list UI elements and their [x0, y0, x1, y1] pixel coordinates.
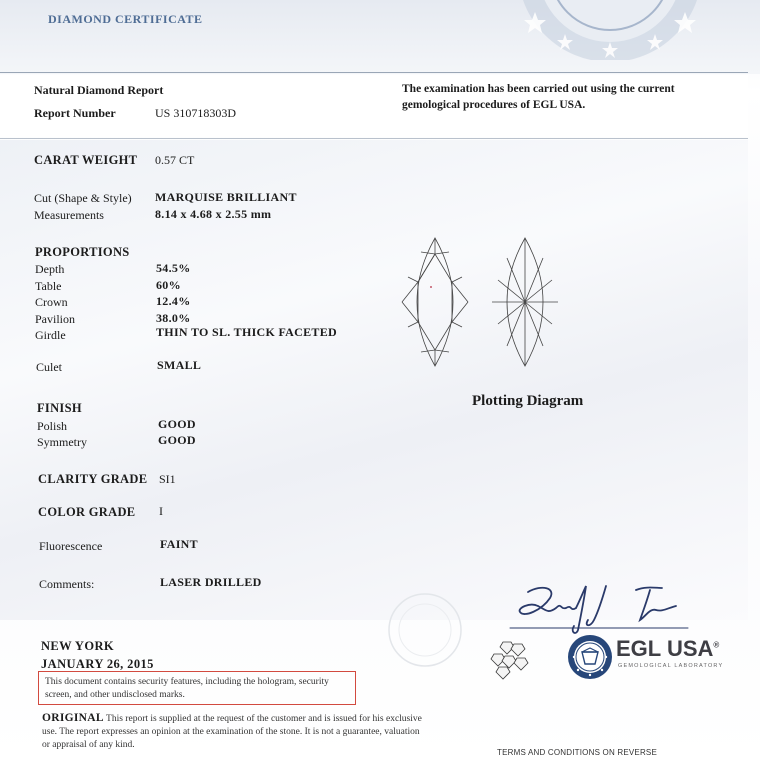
- proportions-heading: PROPORTIONS: [35, 245, 130, 259]
- clarity-label: CLARITY GRADE: [38, 472, 148, 486]
- signature: [490, 578, 710, 638]
- pavilion-value: 38.0%: [156, 311, 191, 325]
- measurements-label: Measurements: [34, 208, 104, 222]
- grading-section: [0, 140, 748, 620]
- plotting-diagram: [395, 232, 570, 372]
- fluorescence-value: FAINT: [160, 537, 198, 551]
- symmetry-label: Symmetry: [37, 435, 87, 449]
- color-grade-value: I: [159, 504, 163, 518]
- egl-brand-name: EGL USA®: [616, 636, 720, 661]
- cut-shape-value: MARQUISE BRILLIANT: [155, 190, 297, 204]
- hologram-watermark: [385, 590, 465, 670]
- original-text: This report is supplied at the request of the customer and is issued for his exclusive use. The report expresses an opinion at the examination of the stone. It is not a guarantee, valuation or appraisal of any kind.: [42, 714, 422, 750]
- issue-date: JANUARY 26, 2015: [41, 657, 154, 671]
- issue-city: NEW YORK: [41, 639, 114, 653]
- carat-label: CARAT WEIGHT: [34, 153, 138, 167]
- depth-value: 54.5%: [156, 261, 191, 275]
- carat-value: 0.57 CT: [155, 153, 195, 167]
- table-value: 60%: [156, 278, 181, 292]
- original-notice: [42, 712, 422, 752]
- cut-shape-label: Cut (Shape & Style): [34, 191, 132, 205]
- report-divider: [0, 138, 748, 139]
- diamond-cluster-icon: [490, 640, 532, 680]
- comments-label: Comments:: [39, 577, 95, 591]
- crown-label: Crown: [35, 295, 68, 309]
- fluorescence-label: Fluorescence: [39, 539, 103, 553]
- egl-brand-subtitle: GEMOLOGICAL LABORATORY: [618, 663, 724, 669]
- crown-value: 12.4%: [156, 294, 191, 308]
- color-grade-label: COLOR GRADE: [38, 505, 136, 519]
- report-number-label: Report Number: [34, 106, 116, 120]
- girdle-label: Girdle: [35, 328, 66, 342]
- egl-seal-watermark: [505, 0, 715, 60]
- security-notice: This document contains security features, including the hologram, security screen, and other undisclosed marks.: [38, 671, 356, 705]
- culet-label: Culet: [36, 360, 62, 374]
- egl-logo-icon: [567, 634, 613, 680]
- page-title: DIAMOND CERTIFICATE: [48, 12, 203, 26]
- comments-value: LASER DRILLED: [160, 575, 262, 589]
- report-number-value: US 310718303D: [155, 106, 237, 120]
- culet-value: SMALL: [157, 358, 202, 372]
- finish-heading: FINISH: [37, 401, 82, 415]
- pavilion-view-marquise: [492, 238, 558, 366]
- plotting-diagram-label: Plotting Diagram: [472, 393, 584, 409]
- crown-view-marquise: [402, 238, 468, 366]
- pavilion-label: Pavilion: [35, 312, 76, 326]
- depth-label: Depth: [35, 262, 65, 276]
- polish-label: Polish: [37, 419, 68, 433]
- symmetry-value: GOOD: [158, 433, 196, 447]
- girdle-value: THIN TO SL. THICK FACETED: [156, 325, 337, 339]
- table-label: Table: [35, 279, 62, 293]
- original-heading: ORIGINAL: [42, 712, 104, 724]
- examination-note: The examination has been carried out using the current gemological procedures of EGL USA.: [402, 83, 675, 111]
- header-divider: [0, 72, 748, 73]
- report-type: Natural Diamond Report: [34, 83, 164, 97]
- clarity-value: SI1: [159, 472, 176, 486]
- polish-value: GOOD: [158, 417, 196, 431]
- measurements-value: 8.14 x 4.68 x 2.55 mm: [155, 207, 272, 221]
- terms-notice: TERMS AND CONDITIONS ON REVERSE: [497, 748, 657, 757]
